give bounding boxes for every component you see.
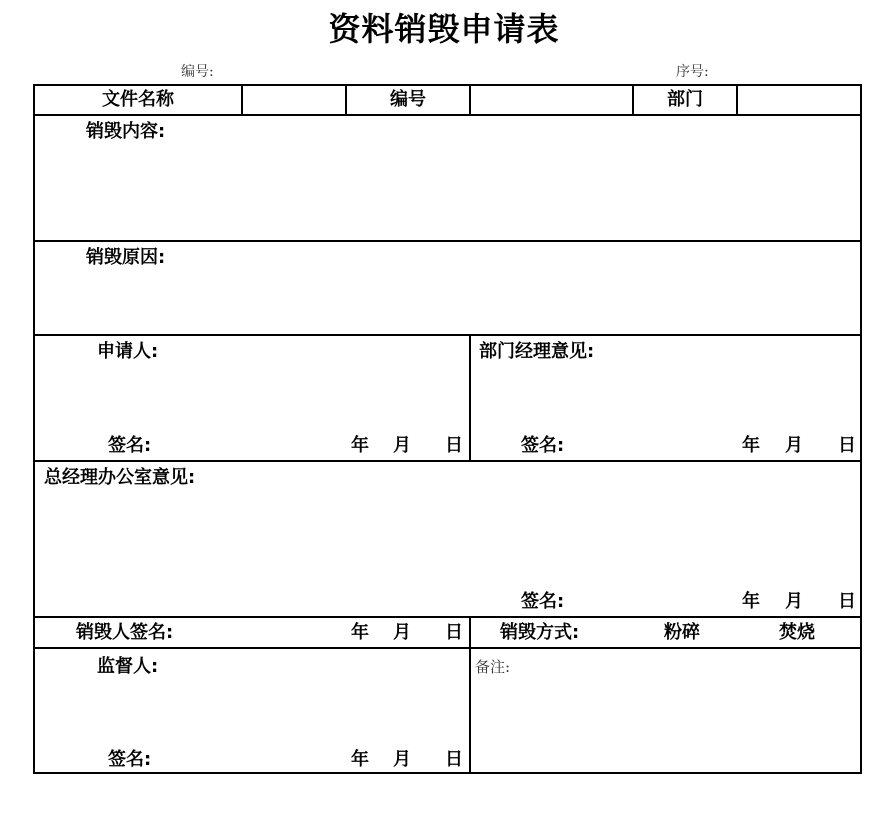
destroyer-signature-label: 销毁人签名: — [76, 622, 174, 643]
form-sequence-label: 序号: — [676, 64, 709, 80]
destroy-content-field[interactable] — [35, 146, 860, 240]
gm-date-month: 月 — [785, 591, 803, 612]
applicant-field[interactable] — [35, 366, 467, 430]
remarks-field[interactable] — [471, 678, 860, 772]
destroyer-date-year: 年 — [351, 622, 369, 643]
gm-date-year: 年 — [742, 591, 760, 612]
file-name-field[interactable] — [243, 86, 345, 114]
gm-section-bottom-border — [33, 616, 862, 618]
destroy-reason-label: 销毁原因: — [86, 247, 166, 268]
gm-office-opinion-label: 总经理办公室意见: — [44, 467, 196, 488]
applicant-signature-label: 签名: — [108, 435, 152, 456]
department-label: 部门 — [667, 89, 703, 110]
applicant-label: 申请人: — [97, 341, 159, 362]
dept-manager-signature-label: 签名: — [521, 435, 565, 456]
dept-manager-date-day: 日 — [838, 435, 856, 456]
remarks-label: 备注: — [475, 658, 511, 676]
gm-signature-label: 签名: — [521, 591, 565, 612]
method-shred-option[interactable]: 粉碎 — [664, 622, 700, 643]
applicant-date-day: 日 — [445, 435, 463, 456]
method-burn-option[interactable]: 焚烧 — [779, 622, 815, 643]
form-number-label: 编号: — [181, 64, 214, 80]
applicant-date-year: 年 — [351, 435, 369, 456]
destroyer-row-bottom-border — [33, 647, 862, 649]
supervisor-label: 监督人: — [97, 656, 159, 677]
page-title: 资料销毁申请表 — [328, 10, 560, 48]
destroy-content-label: 销毁内容: — [86, 121, 166, 142]
destroy-reason-field[interactable] — [35, 272, 860, 334]
number-field[interactable] — [471, 86, 632, 114]
supervisor-signature-label: 签名: — [108, 749, 152, 770]
destroyer-date-day: 日 — [445, 622, 463, 643]
reason-section-bottom-border — [33, 334, 862, 336]
supervisor-date-day: 日 — [445, 749, 463, 770]
table-right-border — [860, 84, 862, 774]
content-section-bottom-border — [33, 240, 862, 242]
file-name-label: 文件名称 — [102, 89, 174, 110]
destroyer-signature-field[interactable] — [196, 618, 346, 647]
applicant-date-month: 月 — [393, 435, 411, 456]
gm-office-opinion-field[interactable] — [35, 492, 860, 586]
applicant-section-bottom-border — [33, 460, 862, 462]
table-bottom-border — [33, 772, 862, 774]
supervisor-date-year: 年 — [351, 749, 369, 770]
destroy-method-label: 销毁方式: — [500, 622, 580, 643]
destroyer-date-month: 月 — [393, 622, 411, 643]
dept-manager-date-year: 年 — [742, 435, 760, 456]
dept-manager-opinion-label: 部门经理意见: — [479, 341, 595, 362]
dept-manager-date-month: 月 — [785, 435, 803, 456]
gm-date-day: 日 — [838, 591, 856, 612]
supervisor-date-month: 月 — [393, 749, 411, 770]
dept-manager-opinion-field[interactable] — [471, 366, 860, 430]
department-field[interactable] — [738, 86, 860, 114]
supervisor-field[interactable] — [35, 681, 467, 745]
number-label: 编号 — [390, 89, 426, 110]
